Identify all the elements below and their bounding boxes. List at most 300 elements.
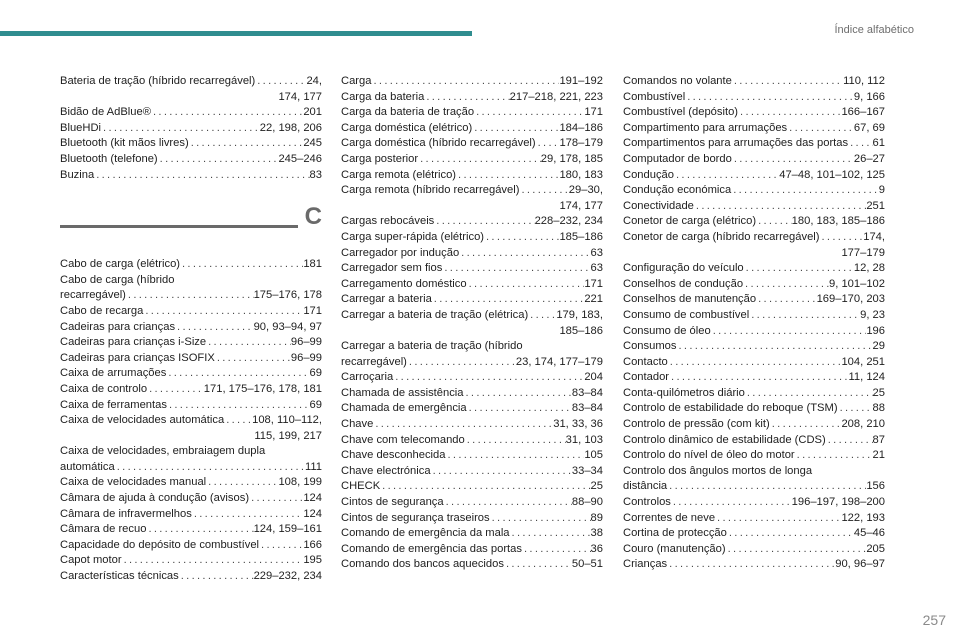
index-entry (623, 214, 885, 230)
index-line (341, 448, 603, 464)
index-entry (341, 495, 603, 511)
index-pages: 67, 69 (853, 121, 885, 134)
dot-leader (694, 199, 866, 215)
index-term: Condução económica (623, 184, 732, 197)
index-term: Carregar a bateria (341, 293, 432, 306)
index-entry (60, 491, 322, 507)
index-term: Condução (623, 168, 675, 181)
index-line (623, 542, 885, 558)
index-line (341, 495, 603, 511)
index-term: Cadeiras para crianças ISOFIX (60, 351, 215, 364)
dot-leader (519, 183, 568, 199)
page-number: 257 (922, 612, 946, 628)
index-pages: 181 (303, 258, 322, 271)
dot-leader (115, 460, 305, 476)
index-entry (341, 277, 603, 293)
index-term: Carregador por indução (341, 246, 460, 259)
index-entry (341, 90, 603, 106)
index-term: Câmara de ajuda à condução (avisos) (60, 492, 250, 505)
index-term: Consumos (623, 340, 677, 353)
index-entry (341, 386, 603, 402)
index-term: Comando de emergência das portas (341, 542, 522, 555)
index-entry (341, 370, 603, 386)
index-column-1 (60, 74, 322, 585)
index-pages: 196–197, 198–200 (791, 496, 885, 509)
index-entry (60, 475, 322, 491)
index-line (341, 542, 603, 558)
index-line (341, 183, 603, 199)
index-term: Cadeiras para crianças i-Size (60, 336, 207, 349)
index-pages: 169–170, 203 (816, 293, 885, 306)
index-pages: 191–192 (559, 75, 603, 87)
index-line (341, 355, 603, 371)
dot-leader (224, 413, 252, 429)
index-term: Contacto (623, 355, 668, 368)
index-term: Compartimentos para arrumações das portas (623, 137, 849, 150)
index-pages: 201 (303, 106, 322, 119)
index-pages: 29–30, (568, 184, 603, 197)
index-pages: 171 (584, 277, 603, 290)
index-line (623, 136, 885, 152)
index-line (341, 479, 603, 495)
index-term: Bateria de tração (híbrido recarregável) (60, 75, 256, 87)
index-term: Comando dos bancos aquecidos (341, 558, 504, 571)
index-line (60, 522, 322, 538)
index-pages: 156 (866, 480, 885, 493)
index-entry (623, 168, 885, 184)
index-entry (60, 257, 322, 273)
index-pages: 24, (306, 75, 322, 87)
index-entry (60, 444, 322, 475)
dot-leader (373, 417, 553, 433)
index-pages: 45–46 (853, 527, 885, 540)
index-line (60, 136, 322, 152)
index-entry (623, 261, 885, 277)
index-entry (623, 90, 885, 106)
index-group-c3 (623, 74, 885, 573)
index-term: Chamada de emergência (341, 402, 467, 415)
index-entry (60, 351, 322, 367)
dot-leader (407, 355, 516, 371)
dot-leader (167, 398, 310, 414)
index-term: Caixa de velocidades automática (60, 414, 225, 427)
dot-leader (756, 214, 792, 230)
dot-leader (536, 136, 560, 152)
dot-leader (215, 351, 291, 367)
index-entry (60, 320, 322, 336)
index-pages: 171, 175–176, 178, 181 (203, 382, 322, 395)
dot-leader (456, 168, 559, 184)
index-term: Câmara de recuo (60, 523, 147, 536)
index-entry (60, 507, 322, 523)
index-line (623, 261, 885, 277)
dot-leader (490, 511, 591, 527)
dot-leader (192, 507, 304, 523)
index-line (623, 370, 885, 386)
dot-leader (731, 183, 879, 199)
dot-leader (175, 320, 254, 336)
index-entry (341, 183, 603, 214)
index-entry (623, 292, 885, 308)
index-pages: 21 (872, 449, 885, 462)
index-entry (623, 152, 885, 168)
dot-leader (685, 90, 854, 106)
index-term: Carga posterior (341, 152, 419, 165)
index-term-line: Cabo de carga (híbrido (60, 273, 175, 286)
index-line (60, 507, 322, 523)
index-pages: 36 (590, 542, 603, 555)
index-term: Controlo de pressão (com kit) (623, 418, 770, 431)
index-term: Computador de bordo (623, 152, 732, 165)
index-pages-continued: 177–179 (841, 246, 885, 259)
index-entry (341, 121, 603, 137)
index-pages: 29 (872, 340, 885, 353)
index-term: recarregável) (341, 355, 407, 368)
index-term: distância (623, 480, 668, 493)
index-entry (341, 417, 603, 433)
index-entry (341, 542, 603, 558)
index-term: Carregar a bateria de tração (elétrica) (341, 308, 529, 321)
dot-leader (143, 304, 303, 320)
index-pages: 33–34 (571, 464, 603, 477)
index-pages: 208, 210 (841, 418, 885, 431)
index-line (341, 121, 603, 137)
dot-leader (738, 105, 841, 121)
index-group-c (60, 257, 322, 584)
index-entry (341, 105, 603, 121)
index-entry (623, 74, 885, 90)
dot-leader (158, 152, 279, 168)
index-line (341, 277, 603, 293)
index-term: Chave (341, 418, 374, 431)
index-pages: 184–186 (559, 121, 603, 134)
index-term: Comando de emergência da mala (341, 527, 510, 540)
index-term: BlueHDi (60, 121, 102, 134)
dot-leader (727, 526, 854, 542)
index-line (341, 401, 603, 417)
index-line (341, 74, 603, 90)
index-line (60, 335, 322, 351)
dot-leader (444, 495, 572, 511)
index-line (341, 433, 603, 449)
index-line (341, 90, 603, 106)
index-entry (60, 382, 322, 398)
dot-leader (424, 90, 509, 106)
index-pages: 83–84 (571, 386, 603, 399)
index-entry (341, 292, 603, 308)
dot-leader (667, 479, 866, 495)
index-pages: 9, 166 (853, 90, 885, 103)
dot-leader (528, 308, 556, 324)
index-pages: 25 (590, 480, 603, 493)
index-term: Crianças (623, 558, 668, 571)
dot-leader (522, 542, 591, 558)
index-entry (341, 261, 603, 277)
index-line (623, 277, 885, 293)
index-line (60, 257, 322, 273)
dot-leader (459, 246, 590, 262)
index-term: Cortina de protecção (623, 527, 727, 540)
index-line (623, 74, 885, 90)
index-pages: 221 (584, 293, 603, 306)
index-term: Capot motor (60, 554, 122, 567)
dot-leader (467, 277, 585, 293)
index-line (341, 386, 603, 402)
index-pages: 180, 183 (559, 168, 603, 181)
index-pages-continued: 174, 177 (559, 199, 603, 212)
dot-leader (255, 74, 306, 90)
dot-leader (371, 74, 559, 90)
index-pages: 61 (872, 137, 885, 150)
index-pages: 205 (866, 542, 885, 555)
index-entry (623, 136, 885, 152)
index-term: Conetor de carga (híbrido recarregável) (623, 230, 820, 243)
index-line (341, 214, 603, 230)
dot-leader (674, 168, 779, 184)
index-entry (623, 417, 885, 433)
index-line (341, 511, 603, 527)
index-term: Capacidade do depósito de combustível (60, 538, 260, 551)
index-line (60, 569, 322, 585)
dot-leader (147, 382, 204, 398)
index-term: recarregável) (60, 289, 126, 302)
dot-leader (848, 136, 872, 152)
dot-leader (667, 557, 835, 573)
index-pages-continued: 174, 177 (278, 90, 322, 103)
dot-leader (671, 495, 792, 511)
index-entry (623, 230, 885, 261)
index-pages: 29, 178, 185 (540, 152, 603, 165)
index-pages: 105 (584, 449, 603, 462)
index-term: Carga remota (elétrico) (341, 168, 457, 181)
index-line (623, 526, 885, 542)
index-pages: 9, 23 (860, 308, 885, 321)
dot-leader (166, 366, 309, 382)
index-pages: 171 (584, 106, 603, 119)
index-pages: 179, 183, (556, 308, 603, 321)
dot-leader (669, 370, 848, 386)
index-entry (60, 105, 322, 121)
index-pages: 245–246 (278, 152, 322, 165)
index-entry (60, 273, 322, 304)
dot-leader (770, 417, 842, 433)
index-entry (60, 335, 322, 351)
index-entry (341, 526, 603, 542)
index-line (623, 495, 885, 511)
index-pages: 104, 251 (841, 355, 885, 368)
index-line (623, 511, 885, 527)
index-pages: 9 (878, 184, 885, 197)
dot-leader (432, 292, 585, 308)
index-line (60, 413, 322, 429)
index-line (60, 351, 322, 367)
index-column-2 (341, 74, 603, 573)
index-line (623, 355, 885, 371)
index-term: Carga (341, 75, 372, 87)
index-term: Carga remota (híbrido recarregável) (341, 184, 520, 197)
index-term: Caixa de controlo (60, 382, 148, 395)
index-entry (341, 511, 603, 527)
index-line (60, 366, 322, 382)
dot-leader (838, 401, 873, 417)
index-term: automática (60, 460, 115, 473)
index-term: Caixa de arrumações (60, 367, 167, 380)
index-pages: 195 (303, 554, 322, 567)
index-entry (623, 464, 885, 495)
index-pages: 124, 159–161 (253, 523, 322, 536)
index-line (623, 433, 885, 449)
index-term: Conectividade (623, 199, 694, 212)
index-line (341, 557, 603, 573)
index-line (341, 152, 603, 168)
index-line (60, 538, 322, 554)
dot-leader (745, 386, 873, 402)
index-entry (623, 121, 885, 137)
index-pages: 108, 199 (278, 476, 322, 489)
index-entry (60, 538, 322, 554)
index-pages: 26–27 (853, 152, 885, 165)
dot-leader (259, 538, 303, 554)
dot-leader (206, 335, 291, 351)
dot-leader (711, 324, 867, 340)
index-term: Cargas rebocáveis (341, 215, 435, 228)
index-entry (623, 557, 885, 573)
index-line (341, 230, 603, 246)
index-term: Caixa de velocidades manual (60, 476, 207, 489)
index-line (623, 324, 885, 340)
index-term: Controlos (623, 496, 671, 509)
index-pages: 108, 110–112, (252, 414, 322, 427)
index-pages: 251 (866, 199, 885, 212)
index-pages: 83–84 (571, 402, 603, 415)
index-pages: 31, 103 (565, 433, 603, 446)
index-entry (623, 526, 885, 542)
index-entry (60, 522, 322, 538)
index-pages: 22, 198, 206 (259, 121, 322, 134)
index-term: Carga da bateria (341, 90, 425, 103)
index-pages-continued: 115, 199, 217 (254, 429, 322, 442)
dot-leader (749, 308, 860, 324)
index-pages: 228–232, 234 (534, 215, 603, 228)
index-line (623, 183, 885, 199)
index-pages: 204 (584, 371, 603, 384)
index-term: Bluetooth (telefone) (60, 152, 158, 165)
index-line (623, 230, 885, 246)
index-term: Conta-quilómetros diário (623, 386, 745, 399)
dot-leader (795, 448, 873, 464)
index-term: Compartimento para arrumações (623, 121, 788, 134)
dot-leader (464, 386, 572, 402)
index-pages: 69 (309, 367, 322, 380)
index-line (341, 168, 603, 184)
index-pages: 111 (304, 460, 322, 473)
index-term: Couro (manutenção) (623, 542, 726, 555)
page-header-title: Índice alfabético (834, 24, 914, 36)
index-term: Combustível (623, 90, 686, 103)
dot-leader (743, 277, 829, 293)
index-term-line: Caixa de velocidades, embraiagem dupla (60, 445, 266, 458)
index-entry (60, 121, 322, 137)
index-term: Controlo do nível de óleo do motor (623, 449, 795, 462)
index-term: Bidão de AdBlue® (60, 106, 151, 119)
index-entry (341, 230, 603, 246)
dot-leader (715, 511, 841, 527)
index-term: Consumo de óleo (623, 324, 711, 337)
dot-leader (126, 288, 254, 304)
index-term: Cintos de segurança (341, 496, 444, 509)
index-pages: 166 (303, 538, 322, 551)
index-line (341, 292, 603, 308)
index-line (60, 105, 322, 121)
index-term: Chave desconhecida (341, 449, 446, 462)
index-entry (341, 464, 603, 480)
index-line (623, 308, 885, 324)
index-term: Carga doméstica (elétrico) (341, 121, 473, 134)
index-term-line: Carregar a bateria de tração (híbrido (341, 340, 523, 353)
dot-leader (431, 464, 572, 480)
index-pages: 122, 193 (841, 511, 885, 524)
index-entry (60, 569, 322, 585)
index-entry (60, 74, 322, 105)
index-term: Chamada de assistência (341, 386, 464, 399)
index-line (623, 90, 885, 106)
index-entry (60, 553, 322, 569)
index-term: Carga super-rápida (elétrico) (341, 230, 485, 243)
section-rule (60, 225, 298, 228)
index-line (60, 304, 322, 320)
index-entry (60, 398, 322, 414)
index-entry (623, 199, 885, 215)
index-term: Conselhos de condução (623, 277, 744, 290)
dot-leader (380, 479, 590, 495)
index-pages: 25 (872, 386, 885, 399)
index-pages: 50–51 (571, 558, 603, 571)
index-pages: 90, 93–94, 97 (253, 320, 322, 333)
dot-leader (101, 121, 260, 137)
index-term: Conselhos de manutenção (623, 293, 757, 306)
index-term: Cabo de carga (elétrico) (60, 258, 181, 271)
index-pages: 175–176, 178 (253, 289, 322, 302)
dot-leader (180, 257, 303, 273)
index-line (623, 557, 885, 573)
index-pages: 171 (303, 304, 322, 317)
index-pages: 180, 183, 185–186 (791, 215, 885, 228)
index-pages: 185–186 (559, 230, 603, 243)
index-pages: 63 (590, 262, 603, 275)
index-pages: 178–179 (559, 137, 603, 150)
index-line (623, 448, 885, 464)
index-term: CHECK (341, 480, 381, 493)
index-entry (60, 366, 322, 382)
index-entry (623, 495, 885, 511)
index-line (341, 105, 603, 121)
index-entry (623, 339, 885, 355)
index-line (60, 398, 322, 414)
dot-leader (744, 261, 854, 277)
index-pages: 88–90 (571, 496, 603, 509)
index-pages: 196 (866, 324, 885, 337)
index-pages: 23, 174, 177–179 (515, 355, 603, 368)
index-term: Carga doméstica (híbrido recarregável) (341, 137, 536, 150)
index-entry (623, 324, 885, 340)
index-term: Controlo dinâmico de estabilidade (CDS) (623, 433, 826, 446)
index-term: Carroçaria (341, 371, 394, 384)
dot-leader (756, 292, 816, 308)
index-term: Controlo de estabilidade do reboque (TSM) (623, 402, 838, 415)
index-line (623, 417, 885, 433)
index-term: Carga da bateria de tração (341, 106, 475, 119)
index-term: Correntes de neve (623, 511, 716, 524)
